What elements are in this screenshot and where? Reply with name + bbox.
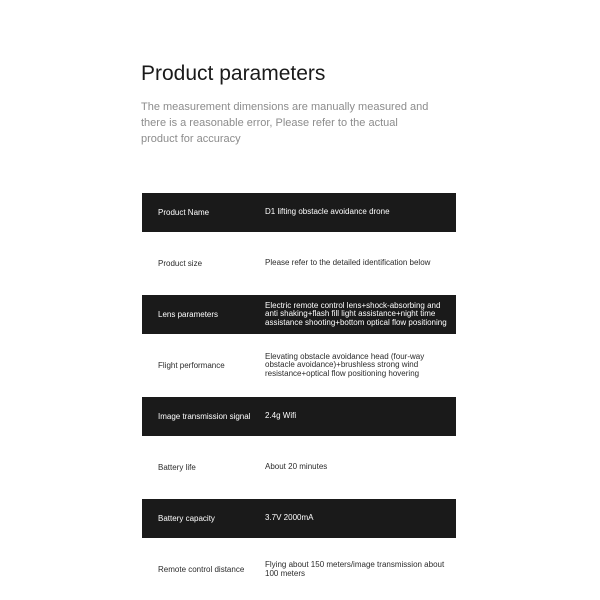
param-label: Flight performance [158,360,225,370]
param-value: Flying about 150 meters/image transmission about 100 meters [265,560,445,578]
param-row-remote-distance [142,550,456,589]
page-title: Product parameters [141,62,326,85]
param-row-product-size [142,244,456,283]
param-label: Product size [158,258,203,268]
param-value: Please refer to the detailed identification below [265,258,431,268]
param-value: 3.7V 2000mA [265,513,314,523]
param-value: About 20 minutes [265,462,328,472]
param-row-flight-performance [142,346,456,385]
param-row-battery-life [142,448,456,487]
param-row-lens-parameters [142,295,456,334]
param-label: Image transmission signal [158,411,251,421]
param-value: Electric remote control lens+shock-absorbing and anti shaking+flash fill light assistance+night time assistance shooting+bottom optical flow positioning [265,300,447,327]
param-label: Battery capacity [158,513,215,523]
param-row-battery-capacity [142,499,456,538]
param-label: Lens parameters [158,309,219,319]
param-row-product-name [142,193,456,232]
parameters-table [142,193,456,589]
param-value: D1 lifting obstacle avoidance drone [265,207,390,217]
param-label: Battery life [158,462,196,472]
param-value: Elevating obstacle avoidance head (four-way obstacle avoidance)+brushless strong wind resistance+optical flow positioning hovering [265,351,425,378]
param-label: Product Name [158,207,210,217]
page-subtitle: The measurement dimensions are manually measured and there is a reasonable error, Please refer to the actual product for accuracy [141,101,429,145]
param-value: 2.4g Wifi [265,411,297,421]
param-row-image-transmission [142,397,456,436]
param-label: Remote control distance [158,564,245,574]
